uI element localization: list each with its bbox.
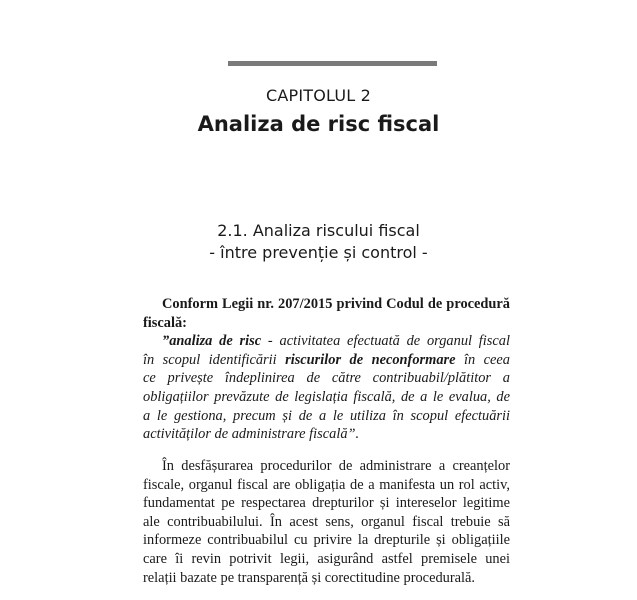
definition-line-5: a le gestiona, precum și de a le utiliza în scopul efectuării <box>143 407 510 424</box>
definition-line-1-rest: - activitatea efectuată de organul fiscal <box>261 333 510 350</box>
paragraph-line-7: relații bazate pe transparență și corectitudine procedurală. <box>143 569 476 586</box>
section-title-line-1: 2.1. Analiza riscului fiscal <box>217 221 420 240</box>
paragraph-line-2: fiscale, organul fiscal are obligația de a manifesta un rol activ, <box>143 476 510 493</box>
definition-line-2-a: în scopul identificării <box>143 351 286 368</box>
paragraph-line-3: fundamentat pe respectarea drepturilor și intereselor legitime <box>143 495 510 512</box>
paragraph-line-1: În desfășurarea procedurilor de administrare a creanțelor <box>162 458 510 474</box>
definition-line-4: obligațiilor prevăzute de legislația fiscală, de a le evalua, de <box>143 388 510 405</box>
definition-line-2-b: în ceea <box>455 351 511 368</box>
paragraph-line-6: care îi revin potrivit legii, asigurând astfel premisele unei <box>143 550 510 567</box>
paragraph-line-4: ale contribuabilului. În acest sens, organul fiscal trebuie să <box>143 513 510 530</box>
legal-definition <box>143 295 510 444</box>
section-title <box>0 220 637 264</box>
definition-line-1 <box>143 332 510 351</box>
definition-highlight: riscurilor de neconformare <box>285 351 456 368</box>
definition-term: ”analiza de risc <box>162 333 262 350</box>
definition-intro-line-2: fiscală: <box>143 314 187 331</box>
chapter-top-rule <box>228 61 437 66</box>
definition-intro-line-1: Conform Legii nr. 207/2015 privind Codul de procedură <box>162 296 510 312</box>
body-paragraph <box>143 457 510 587</box>
chapter-title: Analiza de risc fiscal <box>197 112 440 136</box>
section-title-line-2: - între prevenție și control - <box>209 243 428 262</box>
paragraph-line-5: informeze contribuabilul cu privire la drepturile și obligațiile <box>143 532 510 549</box>
definition-line-6: activităților de administrare fiscală”. <box>143 426 360 443</box>
definition-line-3: ce privește îndeplinirea de către contribuabil/plătitor a <box>143 370 510 387</box>
chapter-label: CAPITOLUL 2 <box>265 86 372 105</box>
definition-line-2 <box>143 351 510 370</box>
